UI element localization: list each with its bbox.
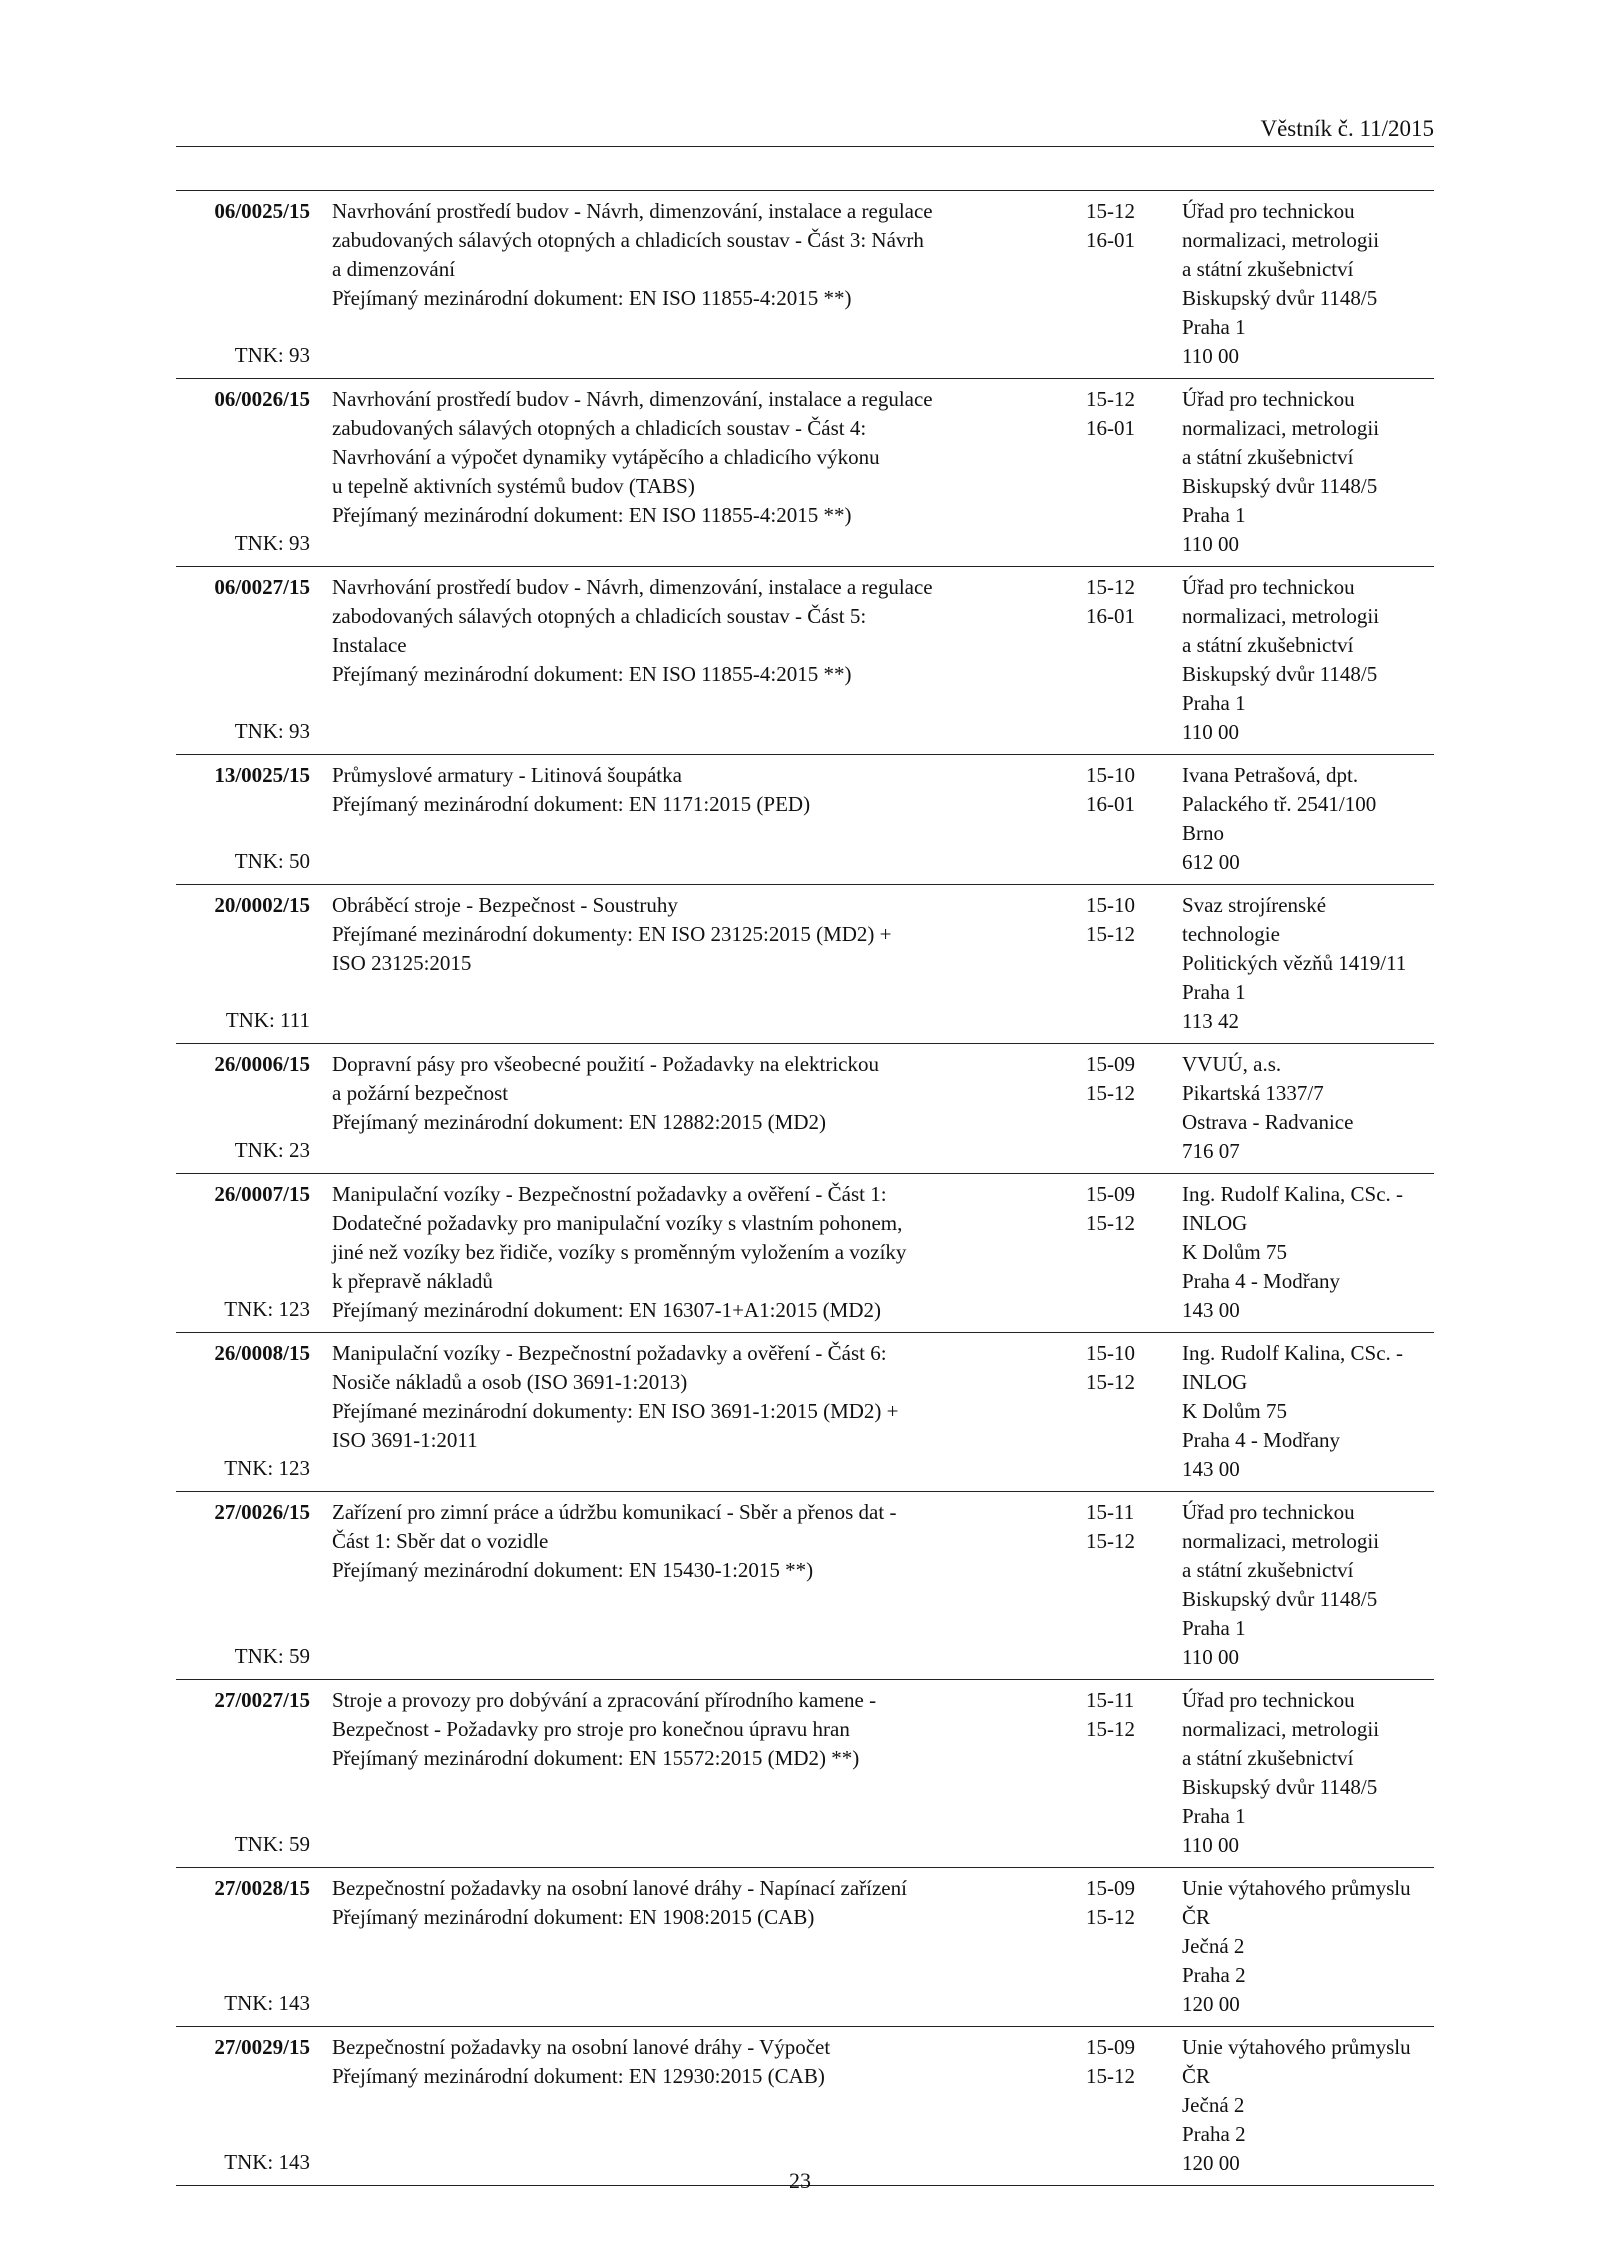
title-line: Navrhování prostředí budov - Návrh, dimenzování, instalace a regulace	[332, 575, 933, 599]
code-cell	[176, 197, 310, 371]
date-value: 15-12	[1086, 1905, 1135, 1929]
table-row	[176, 755, 1434, 885]
address-line: Palackého tř. 2541/100	[1182, 792, 1377, 816]
title-line: zabudovaných sálavých otopných a chladicích soustav - Část 4:	[332, 416, 867, 440]
title-line: Instalace	[332, 633, 407, 657]
address-line: ČR	[1182, 1905, 1211, 1929]
address-line: 143 00	[1182, 1298, 1240, 1322]
address-cell	[1182, 1180, 1434, 1325]
title-line: Přejímaný mezinárodní dokument: EN 1908:2015 (CAB)	[332, 1905, 815, 1929]
title-cell	[332, 573, 1078, 747]
title-line: Přejímaný mezinárodní dokument: EN 12882:2015 (MD2)	[332, 1110, 827, 1134]
address-line: Biskupský dvůr 1148/5	[1182, 1587, 1378, 1611]
tnk-number: TNK: 59	[234, 1832, 310, 1856]
address-line: Ivana Petrašová, dpt.	[1182, 763, 1359, 787]
title-line: Navrhování prostředí budov - Návrh, dimenzování, instalace a regulace	[332, 199, 933, 223]
table-row	[176, 2027, 1434, 2186]
address-line: Biskupský dvůr 1148/5	[1182, 286, 1378, 310]
address-line: 612 00	[1182, 850, 1240, 874]
code-cell	[176, 891, 310, 1036]
address-line: Úřad pro technickou	[1182, 575, 1355, 599]
tnk-number: TNK: 93	[234, 719, 310, 743]
address-line: Politických vězňů 1419/11	[1182, 951, 1407, 975]
title-cell	[332, 197, 1078, 371]
title-line: Dodatečné požadavky pro manipulační vozíky s vlastním pohonem,	[332, 1211, 903, 1235]
address-line: Praha 4 - Modřany	[1182, 1269, 1341, 1293]
address-line: 110 00	[1182, 1645, 1239, 1669]
tnk-number: TNK: 123	[224, 1456, 310, 1480]
code-cell	[176, 2033, 310, 2178]
tnk-number: TNK: 143	[224, 2150, 310, 2174]
title-cell	[332, 385, 1078, 559]
page-number: 23	[789, 2168, 811, 2193]
title-cell	[332, 1180, 1078, 1325]
date-value: 15-12	[1086, 575, 1135, 599]
address-cell	[1182, 1498, 1434, 1672]
address-line: Praha 1	[1182, 503, 1246, 527]
date-value: 15-12	[1086, 1370, 1135, 1394]
dates-cell	[1086, 1686, 1162, 1860]
date-value: 15-10	[1086, 763, 1135, 787]
title-line: Průmyslové armatury - Litinová šoupátka	[332, 763, 682, 787]
address-line: normalizaci, metrologii	[1182, 1717, 1380, 1741]
table-row	[176, 1044, 1434, 1174]
standard-code: 26/0007/15	[214, 1182, 310, 1206]
code-cell	[176, 1874, 310, 2019]
address-line: Ječná 2	[1182, 1934, 1245, 1958]
address-line: Praha 1	[1182, 315, 1246, 339]
address-line: Brno	[1182, 821, 1224, 845]
address-cell	[1182, 761, 1434, 877]
address-line: Ing. Rudolf Kalina, CSc. -	[1182, 1182, 1404, 1206]
address-line: ČR	[1182, 2064, 1211, 2088]
table-row	[176, 885, 1434, 1044]
address-line: Praha 1	[1182, 1616, 1246, 1640]
table-row	[176, 191, 1434, 379]
tnk-number: TNK: 93	[234, 343, 310, 367]
tnk-number: TNK: 123	[224, 1297, 310, 1321]
standard-code: 27/0027/15	[214, 1688, 310, 1712]
address-line: Úřad pro technickou	[1182, 1500, 1355, 1524]
title-line: u tepelně aktivních systémů budov (TABS)	[332, 474, 695, 498]
address-line: 110 00	[1182, 720, 1239, 744]
title-line: Manipulační vozíky - Bezpečnostní požadavky a ověření - Část 1:	[332, 1182, 887, 1206]
title-line: a požární bezpečnost	[332, 1081, 509, 1105]
address-cell	[1182, 1686, 1434, 1860]
address-line: 143 00	[1182, 1457, 1240, 1481]
address-line: 110 00	[1182, 344, 1239, 368]
code-cell	[176, 385, 310, 559]
code-cell	[176, 761, 310, 877]
address-cell	[1182, 1050, 1434, 1166]
address-line: Praha 1	[1182, 1804, 1246, 1828]
dates-cell	[1086, 1498, 1162, 1672]
address-line: normalizaci, metrologii	[1182, 604, 1380, 628]
date-value: 15-10	[1086, 893, 1135, 917]
address-line: 120 00	[1182, 2151, 1240, 2175]
address-line: Úřad pro technickou	[1182, 387, 1355, 411]
address-line: Praha 2	[1182, 1963, 1246, 1987]
dates-cell	[1086, 385, 1162, 559]
address-line: Praha 1	[1182, 980, 1246, 1004]
address-cell	[1182, 2033, 1434, 2178]
title-line: Přejímané mezinárodní dokumenty: EN ISO 3691-1:2015 (MD2) +	[332, 1399, 899, 1423]
address-line: K Dolům 75	[1182, 1240, 1287, 1264]
dates-cell	[1086, 1339, 1162, 1484]
title-line: Navrhování a výpočet dynamiky vytápěcího a chladicího výkonu	[332, 445, 880, 469]
code-cell	[176, 1050, 310, 1166]
standard-code: 26/0006/15	[214, 1052, 310, 1076]
address-line: Ječná 2	[1182, 2093, 1245, 2117]
address-line: Praha 4 - Modřany	[1182, 1428, 1341, 1452]
dates-cell	[1086, 1180, 1162, 1325]
address-line: INLOG	[1182, 1211, 1248, 1235]
standard-code: 06/0026/15	[214, 387, 310, 411]
title-cell	[332, 2033, 1078, 2178]
journal-title: Věstník č. 11/2015	[1260, 116, 1434, 141]
date-value: 16-01	[1086, 228, 1135, 252]
title-line: Přejímaný mezinárodní dokument: EN 1171:2015 (PED)	[332, 792, 811, 816]
date-value: 16-01	[1086, 416, 1135, 440]
date-value: 16-01	[1086, 792, 1135, 816]
address-line: a státní zkušebnictví	[1182, 1746, 1354, 1770]
address-line: normalizaci, metrologii	[1182, 416, 1380, 440]
title-line: k přepravě nákladů	[332, 1269, 493, 1293]
code-cell	[176, 573, 310, 747]
address-line: Biskupský dvůr 1148/5	[1182, 474, 1378, 498]
address-line: Úřad pro technickou	[1182, 199, 1355, 223]
date-value: 15-11	[1086, 1688, 1135, 1712]
title-line: Část 1: Sběr dat o vozidle	[332, 1529, 549, 1553]
address-line: a státní zkušebnictví	[1182, 445, 1354, 469]
address-cell	[1182, 891, 1434, 1036]
date-value: 15-12	[1086, 922, 1135, 946]
address-line: technologie	[1182, 922, 1280, 946]
code-cell	[176, 1180, 310, 1325]
title-line: zabodovaných sálavých otopných a chladicích soustav - Část 5:	[332, 604, 867, 628]
date-value: 15-09	[1086, 1876, 1135, 1900]
title-line: ISO 3691-1:2011	[332, 1428, 478, 1452]
title-line: Přejímaný mezinárodní dokument: EN ISO 11855-4:2015 **)	[332, 662, 852, 686]
table-row	[176, 1492, 1434, 1680]
tnk-number: TNK: 143	[224, 1991, 310, 2015]
address-line: Ing. Rudolf Kalina, CSc. -	[1182, 1341, 1404, 1365]
table-row	[176, 1680, 1434, 1868]
tnk-number: TNK: 50	[234, 849, 310, 873]
address-line: VVUÚ, a.s.	[1182, 1052, 1282, 1076]
title-cell	[332, 1498, 1078, 1672]
dates-cell	[1086, 573, 1162, 747]
title-line: Nosiče nákladů a osob (ISO 3691-1:2013)	[332, 1370, 688, 1394]
title-cell	[332, 1874, 1078, 2019]
title-line: Přejímaný mezinárodní dokument: EN 12930:2015 (CAB)	[332, 2064, 825, 2088]
dates-cell	[1086, 197, 1162, 371]
address-cell	[1182, 197, 1434, 371]
title-line: Přejímané mezinárodní dokumenty: EN ISO 23125:2015 (MD2) +	[332, 922, 892, 946]
address-cell	[1182, 1874, 1434, 2019]
standards-table	[176, 190, 1434, 2186]
standard-code: 06/0027/15	[214, 575, 310, 599]
title-line: Přejímaný mezinárodní dokument: EN ISO 11855-4:2015 **)	[332, 286, 852, 310]
address-line: Svaz strojírenské	[1182, 893, 1327, 917]
date-value: 15-12	[1086, 2064, 1135, 2088]
address-line: Úřad pro technickou	[1182, 1688, 1355, 1712]
standard-code: 27/0029/15	[214, 2035, 310, 2059]
address-line: 110 00	[1182, 532, 1239, 556]
address-line: Praha 1	[1182, 691, 1246, 715]
date-value: 15-09	[1086, 1052, 1135, 1076]
table-row	[176, 1174, 1434, 1333]
table-row	[176, 567, 1434, 755]
address-line: 716 07	[1182, 1139, 1240, 1163]
address-line: Unie výtahového průmyslu	[1182, 2035, 1411, 2059]
standard-code: 06/0025/15	[214, 199, 310, 223]
date-value: 15-09	[1086, 1182, 1135, 1206]
title-line: Přejímaný mezinárodní dokument: EN ISO 11855-4:2015 **)	[332, 503, 852, 527]
standard-code: 13/0025/15	[214, 763, 310, 787]
tnk-number: TNK: 93	[234, 531, 310, 555]
title-cell	[332, 761, 1078, 877]
date-value: 15-12	[1086, 1529, 1135, 1553]
standard-code: 20/0002/15	[214, 893, 310, 917]
title-line: ISO 23125:2015	[332, 951, 472, 975]
dates-cell	[1086, 891, 1162, 1036]
title-line: Obráběcí stroje - Bezpečnost - Soustruhy	[332, 893, 678, 917]
page-header	[176, 114, 1434, 147]
title-line: Manipulační vozíky - Bezpečnostní požadavky a ověření - Část 6:	[332, 1341, 887, 1365]
title-line: Navrhování prostředí budov - Návrh, dimenzování, instalace a regulace	[332, 387, 933, 411]
dates-cell	[1086, 761, 1162, 877]
standard-code: 26/0008/15	[214, 1341, 310, 1365]
title-line: Stroje a provozy pro dobývání a zpracování přírodního kamene -	[332, 1688, 877, 1712]
title-line: Zařízení pro zimní práce a údržbu komunikací - Sběr a přenos dat -	[332, 1500, 897, 1524]
date-value: 15-12	[1086, 199, 1135, 223]
address-line: a státní zkušebnictví	[1182, 1558, 1354, 1582]
table-row	[176, 1868, 1434, 2027]
address-line: Pikartská 1337/7	[1182, 1081, 1324, 1105]
address-cell	[1182, 573, 1434, 747]
dates-cell	[1086, 1874, 1162, 2019]
title-line: Bezpečnostní požadavky na osobní lanové dráhy - Napínací zařízení	[332, 1876, 907, 1900]
title-line: Bezpečnost - Požadavky pro stroje pro konečnou úpravu hran	[332, 1717, 850, 1741]
title-cell	[332, 1050, 1078, 1166]
title-line: jiné než vozíky bez řidiče, vozíky s proměnným vyložením a vozíky	[332, 1240, 907, 1264]
address-line: Unie výtahového průmyslu	[1182, 1876, 1411, 1900]
title-cell	[332, 891, 1078, 1036]
address-line: normalizaci, metrologii	[1182, 228, 1380, 252]
address-line: 113 42	[1182, 1009, 1239, 1033]
date-value: 15-09	[1086, 2035, 1135, 2059]
code-cell	[176, 1498, 310, 1672]
date-value: 16-01	[1086, 604, 1135, 628]
table-row	[176, 379, 1434, 567]
address-line: 110 00	[1182, 1833, 1239, 1857]
date-value: 15-12	[1086, 1081, 1135, 1105]
table-row	[176, 1333, 1434, 1492]
address-line: INLOG	[1182, 1370, 1248, 1394]
dates-cell	[1086, 1050, 1162, 1166]
address-line: K Dolům 75	[1182, 1399, 1287, 1423]
address-line: a státní zkušebnictví	[1182, 257, 1354, 281]
date-value: 15-12	[1086, 1717, 1135, 1741]
address-line: a státní zkušebnictví	[1182, 633, 1354, 657]
tnk-number: TNK: 23	[234, 1138, 310, 1162]
address-line: normalizaci, metrologii	[1182, 1529, 1380, 1553]
address-cell	[1182, 1339, 1434, 1484]
tnk-number: TNK: 111	[225, 1008, 310, 1032]
date-value: 15-10	[1086, 1341, 1135, 1365]
code-cell	[176, 1339, 310, 1484]
title-line: zabudovaných sálavých otopných a chladicích soustav - Část 3: Návrh	[332, 228, 924, 252]
title-line: Přejímaný mezinárodní dokument: EN 15430-1:2015 **)	[332, 1558, 814, 1582]
address-line: Biskupský dvůr 1148/5	[1182, 1775, 1378, 1799]
address-line: Biskupský dvůr 1148/5	[1182, 662, 1378, 686]
standard-code: 27/0028/15	[214, 1876, 310, 1900]
standard-code: 27/0026/15	[214, 1500, 310, 1524]
tnk-number: TNK: 59	[234, 1644, 310, 1668]
title-cell	[332, 1686, 1078, 1860]
dates-cell	[1086, 2033, 1162, 2178]
date-value: 15-11	[1086, 1500, 1135, 1524]
date-value: 15-12	[1086, 1211, 1135, 1235]
address-line: Ostrava - Radvanice	[1182, 1110, 1354, 1134]
title-line: Přejímaný mezinárodní dokument: EN 16307-1+A1:2015 (MD2)	[332, 1298, 882, 1322]
address-line: 120 00	[1182, 1992, 1240, 2016]
title-cell	[332, 1339, 1078, 1484]
code-cell	[176, 1686, 310, 1860]
title-line: Dopravní pásy pro všeobecné použití - Požadavky na elektrickou	[332, 1052, 879, 1076]
date-value: 15-12	[1086, 387, 1135, 411]
title-line: Přejímaný mezinárodní dokument: EN 15572:2015 (MD2) **)	[332, 1746, 860, 1770]
address-line: Praha 2	[1182, 2122, 1246, 2146]
title-line: a dimenzování	[332, 257, 456, 281]
title-line: Bezpečnostní požadavky na osobní lanové dráhy - Výpočet	[332, 2035, 831, 2059]
address-cell	[1182, 385, 1434, 559]
